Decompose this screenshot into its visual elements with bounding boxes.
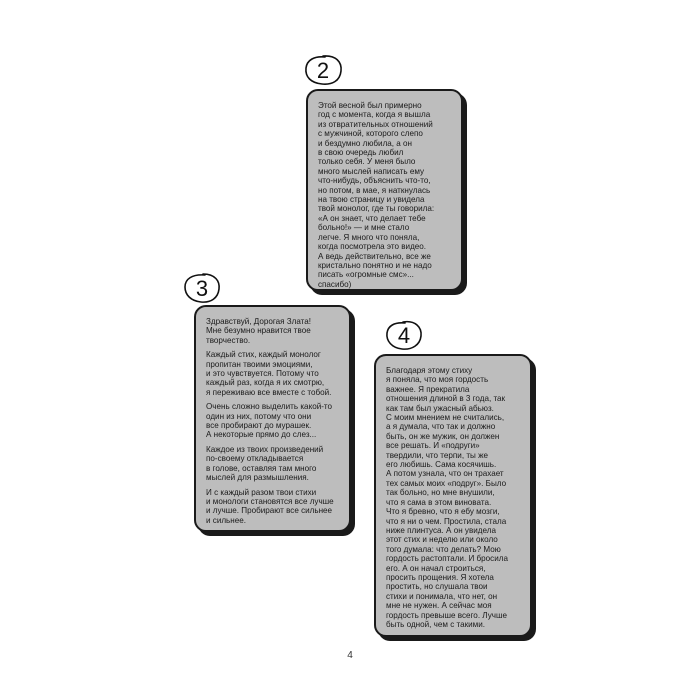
number-badge-2 (303, 53, 343, 87)
circle-2-icon (303, 53, 343, 87)
number-badge-4 (384, 318, 424, 352)
circle-4-icon (384, 318, 424, 352)
circle-3-icon (182, 271, 222, 305)
page-number: 4 (347, 650, 353, 661)
card-paragraph: Благодаря этому стиху я поняла, что моя гордость важнее. Я прекратила отношения длиной в 3 года, так как там был ужасный абьюз. С моим мнением не считались, а я думала, что так и должно быть, он же мужик, он должен все решать. И «подруги» твердили, что терпи, ты же его любишь. Сама косячишь. А потом узнала, что он трахает тех самых моих «подруг». Было так больно, но мне внушили, что я сама в этом виновата. Что я бревно, что я ебу мозги, что я ни о чем. Простила, стала ниже плинтуса. А он увидела этот стих и неделю или около того думала: что делать? Мою гордость растоптали. И бросила его. А он начал строиться, просить прощения. Я хотела простить, но слушала твои стихи и понимала, что нет, он мне не нужен. А сейчас моя гордость превыше всего. Лучше быть одной, чем с такими. (386, 366, 508, 629)
card-paragraph: Каждое из твоих произведений по-своему откладывается в голове, оставляя там много мыслей для размышления. (206, 444, 324, 483)
card-paragraph: Очень сложно выделить какой-то один из них, потому что они все пробирают до мурашек. А некоторые прямо до слез... (206, 402, 333, 440)
card-paragraph: Этой весной был примерно год с момента, когда я вышла из отвратительных отношений с мужчиной, которого слепо и бездумно любила, а он в свою очередь любил только себя. У меня было много мыслей написать ему что-нибудь, объяснить что-то, но потом, в мае, я наткнулась на твою страницу и увидела твой монолог, где ты говорила: «А он знает, что делает тебе больно!» — и мне стало легче. Я много что поняла, когда посмотрела это видео. А ведь действительно, все же кристально понятно и не надо писать «огромные смс»... спасибо) (318, 101, 435, 289)
card-paragraph: Каждый стих, каждый монолог пропитан твоими эмоциями, и это чувствуется. Потому что каждый раз, когда я их смотрю, я переживаю все вместе с тобой. (206, 350, 332, 397)
message-card-2 (306, 89, 463, 291)
message-card-4 (374, 354, 532, 637)
badge-number: 2 (316, 58, 330, 83)
message-card-3 (194, 305, 351, 532)
badge-number: 3 (195, 276, 209, 301)
number-badge-3 (182, 271, 222, 305)
card-paragraph: Здравствуй, Дорогая Злата! Мне безумно нравится твое творчество. (206, 317, 312, 345)
card-paragraph: И с каждый разом твои стихи и монологи становятся все лучше и лучше. Пробирают все сильнее и сильнее. (206, 487, 334, 525)
badge-number: 4 (397, 323, 411, 348)
